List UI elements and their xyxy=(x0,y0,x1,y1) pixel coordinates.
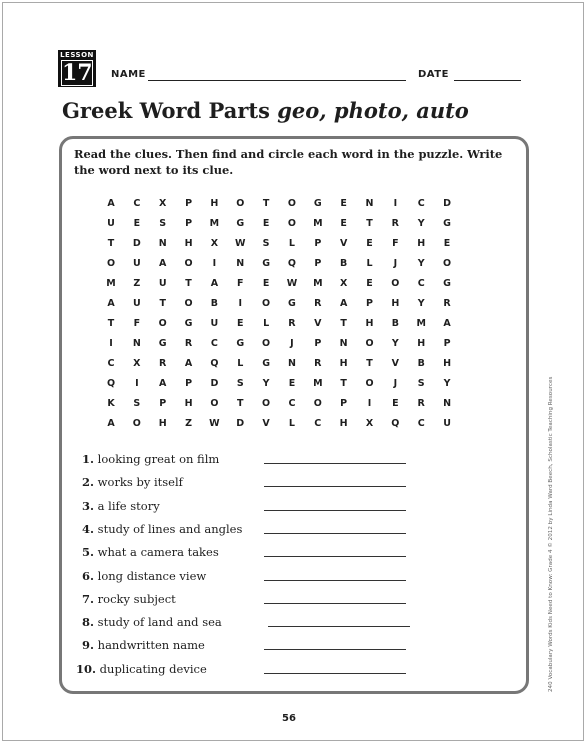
grid-letter[interactable]: Z xyxy=(185,418,192,429)
grid-letter[interactable]: I xyxy=(238,298,243,309)
grid-letter[interactable]: E xyxy=(237,318,244,329)
clue-item xyxy=(82,545,219,559)
clue-number: 6. xyxy=(82,568,95,583)
grid-letter[interactable]: G xyxy=(262,358,270,369)
grid-letter[interactable]: X xyxy=(159,198,167,209)
grid-letter[interactable]: H xyxy=(417,238,426,249)
grid-letter[interactable]: W xyxy=(209,418,220,429)
grid-letter[interactable]: T xyxy=(159,298,166,309)
grid-letter[interactable]: H xyxy=(339,358,348,369)
grid-letter[interactable]: C xyxy=(417,418,425,429)
grid-letter[interactable]: H xyxy=(184,398,193,409)
grid-letter[interactable]: G xyxy=(236,218,245,229)
grid-letter[interactable]: U xyxy=(158,278,167,289)
grid-letter[interactable]: L xyxy=(288,238,295,249)
grid-letter[interactable]: E xyxy=(366,278,373,289)
grid-letter[interactable]: U xyxy=(132,298,141,309)
grid-letter[interactable]: G xyxy=(262,258,270,269)
clue-text: study of lines and angles xyxy=(97,521,243,536)
grid-letter[interactable]: O xyxy=(365,338,374,349)
grid-letter[interactable]: J xyxy=(290,338,294,349)
grid-letter[interactable]: P xyxy=(159,398,167,409)
grid-letter[interactable]: R xyxy=(184,338,193,349)
grid-letter[interactable]: T xyxy=(185,278,192,289)
grid-letter[interactable]: K xyxy=(107,398,115,409)
grid-letter[interactable]: Y xyxy=(417,258,425,269)
grid-letter[interactable]: H xyxy=(443,358,452,369)
grid-letter[interactable]: R xyxy=(288,318,296,329)
credit-line: 240 Vocabulary Words Kids Need to Know: Grade 4 © 2012 by Linda Ward Beech, Scholastic Teaching Resources xyxy=(548,376,554,692)
grid-letter[interactable]: U xyxy=(443,418,451,429)
grid-letter[interactable]: C xyxy=(133,198,141,209)
clue-item xyxy=(82,638,205,652)
grid-letter[interactable]: B xyxy=(210,298,219,309)
grid-letter[interactable]: O xyxy=(184,258,193,269)
clue-number: 1. xyxy=(82,452,95,466)
grid-letter[interactable]: O xyxy=(287,198,296,209)
title-main: Greek Word Parts xyxy=(62,98,278,123)
grid-letter[interactable]: N xyxy=(443,398,452,409)
grid-letter[interactable]: E xyxy=(366,238,373,249)
grid-letter[interactable]: L xyxy=(237,358,244,369)
grid-letter[interactable]: O xyxy=(158,318,167,329)
grid-letter[interactable]: H xyxy=(417,338,426,349)
grid-letter[interactable]: T xyxy=(340,378,347,389)
answer-line[interactable] xyxy=(264,556,406,557)
grid-letter[interactable]: E xyxy=(392,398,399,409)
grid-letter[interactable]: S xyxy=(417,378,425,389)
clue-number: 7. xyxy=(82,591,95,606)
grid-letter[interactable]: T xyxy=(366,218,373,229)
grid-letter[interactable]: O xyxy=(262,338,271,349)
grid-letter[interactable]: W xyxy=(286,278,298,289)
clue-text: long distance view xyxy=(97,568,207,583)
date-label: DATE xyxy=(418,69,449,80)
grid-letter[interactable]: C xyxy=(107,358,115,369)
grid-letter[interactable]: A xyxy=(107,198,115,209)
grid-letter[interactable]: S xyxy=(133,398,141,409)
lesson-number: 17 xyxy=(62,60,93,86)
grid-letter[interactable]: U xyxy=(107,218,115,229)
grid-letter[interactable]: T xyxy=(107,318,115,329)
grid-letter[interactable]: M xyxy=(313,278,323,289)
grid-letter[interactable]: R xyxy=(417,398,425,409)
grid-letter[interactable]: D xyxy=(132,238,141,249)
grid-letter[interactable]: H xyxy=(184,238,193,249)
grid-letter[interactable]: Y xyxy=(262,378,270,389)
grid-letter[interactable]: P xyxy=(314,338,322,349)
grid-letter[interactable]: A xyxy=(184,358,193,369)
grid-letter[interactable]: W xyxy=(235,238,246,249)
grid-letter[interactable]: N xyxy=(236,258,245,269)
grid-letter[interactable]: A xyxy=(210,278,219,289)
grid-letter[interactable]: A xyxy=(159,258,167,269)
grid-letter[interactable]: I xyxy=(109,338,113,349)
clue-number: 2. xyxy=(82,475,95,490)
answer-line[interactable] xyxy=(264,510,406,511)
grid-letter[interactable]: M xyxy=(416,318,426,329)
grid-letter[interactable]: C xyxy=(314,418,322,429)
grid-letter[interactable]: L xyxy=(288,418,295,429)
grid-letter[interactable]: H xyxy=(339,418,348,429)
grid-letter[interactable]: E xyxy=(288,378,296,389)
grid-letter[interactable]: E xyxy=(262,278,270,289)
grid-letter[interactable]: E xyxy=(133,218,141,229)
clue-item xyxy=(76,662,207,676)
grid-letter[interactable]: M xyxy=(106,278,116,289)
grid-letter[interactable]: P xyxy=(366,298,373,309)
grid-letter[interactable]: G xyxy=(443,278,451,289)
clue-text: handwritten name xyxy=(97,638,205,653)
grid-letter[interactable]: O xyxy=(210,398,219,409)
clue-item xyxy=(82,452,219,466)
grid-letter[interactable]: D xyxy=(210,378,219,389)
grid-letter[interactable]: U xyxy=(132,258,141,269)
clue-text: works by itself xyxy=(97,475,183,490)
grid-letter[interactable]: O xyxy=(391,278,400,289)
grid-letter[interactable]: P xyxy=(314,238,322,249)
page-title xyxy=(62,98,469,123)
grid-letter[interactable]: C xyxy=(417,198,425,209)
clue-number: 3. xyxy=(82,498,95,513)
grid-letter[interactable]: M xyxy=(313,218,323,229)
grid-letter[interactable]: R xyxy=(391,218,399,229)
answer-line[interactable] xyxy=(264,673,406,674)
grid-letter[interactable]: T xyxy=(237,398,244,409)
name-label: NAME xyxy=(111,69,146,80)
grid-letter[interactable]: I xyxy=(135,378,139,389)
grid-letter[interactable]: T xyxy=(262,198,270,209)
title-word-parts: geo, photo, auto xyxy=(277,98,469,123)
grid-letter[interactable]: G xyxy=(236,338,245,349)
answer-line[interactable] xyxy=(264,580,406,581)
grid-letter[interactable]: P xyxy=(314,258,322,269)
grid-letter[interactable]: P xyxy=(340,398,348,409)
grid-letter[interactable]: G xyxy=(313,198,322,209)
answer-line[interactable] xyxy=(264,533,406,534)
grid-letter[interactable]: G xyxy=(184,318,193,329)
grid-letter[interactable]: I xyxy=(212,258,217,269)
grid-letter[interactable]: O xyxy=(313,398,322,409)
grid-letter[interactable]: O xyxy=(262,398,271,409)
grid-letter[interactable]: O xyxy=(287,218,296,229)
answer-line[interactable] xyxy=(268,626,410,627)
grid-letter[interactable]: S xyxy=(159,218,167,229)
grid-letter[interactable]: C xyxy=(288,398,296,409)
grid-letter[interactable]: F xyxy=(237,278,244,289)
grid-letter[interactable]: A xyxy=(159,378,167,389)
grid-letter[interactable]: Y xyxy=(443,378,451,389)
clue-text: a life story xyxy=(97,498,160,513)
clue-number: 4. xyxy=(82,521,95,536)
grid-letter[interactable]: D xyxy=(443,198,451,209)
grid-letter[interactable]: F xyxy=(133,318,141,329)
grid-letter[interactable]: O xyxy=(106,258,116,269)
grid-letter[interactable]: R xyxy=(314,358,322,369)
grid-letter[interactable]: A xyxy=(107,298,115,309)
clue-number: 9. xyxy=(82,638,95,653)
answer-line[interactable] xyxy=(264,603,406,604)
grid-letter[interactable]: C xyxy=(210,338,218,349)
lesson-badge xyxy=(58,50,96,87)
grid-letter[interactable]: L xyxy=(366,258,373,269)
grid-letter[interactable]: Q xyxy=(391,418,400,429)
grid-letter[interactable]: X xyxy=(210,238,219,249)
grid-letter[interactable]: H xyxy=(158,418,167,429)
clue-item xyxy=(82,592,176,606)
grid-letter[interactable]: O xyxy=(365,378,374,389)
grid-letter[interactable]: P xyxy=(185,378,193,389)
grid-letter[interactable]: U xyxy=(210,318,219,329)
clue-number: 10. xyxy=(76,661,97,676)
grid-letter[interactable]: Q xyxy=(106,378,116,389)
grid-letter[interactable]: V xyxy=(314,318,322,329)
grid-letter[interactable]: N xyxy=(287,358,296,369)
grid-letter[interactable]: I xyxy=(393,198,398,209)
grid-letter[interactable]: X xyxy=(365,418,374,429)
grid-letter[interactable]: R xyxy=(159,358,167,369)
grid-letter[interactable]: J xyxy=(393,378,398,389)
grid-letter[interactable]: E xyxy=(340,218,347,229)
clue-text: what a camera takes xyxy=(97,545,219,560)
answer-line[interactable] xyxy=(264,486,406,487)
grid-letter[interactable]: A xyxy=(443,318,451,329)
grid-letter[interactable]: T xyxy=(340,318,347,329)
grid-letter[interactable]: E xyxy=(262,218,270,229)
grid-letter[interactable]: R xyxy=(314,298,322,309)
instructions: Read the clues. Then find and circle each word in the puzzle. Write the word next to its clue. xyxy=(74,147,503,177)
grid-letter[interactable]: B xyxy=(340,258,348,269)
grid-letter[interactable]: P xyxy=(185,198,193,209)
grid-letter[interactable]: R xyxy=(443,298,451,309)
clue-text: rocky subject xyxy=(97,591,176,606)
page-number: 56 xyxy=(282,713,296,724)
grid-letter[interactable]: O xyxy=(236,198,245,209)
grid-letter[interactable]: C xyxy=(417,278,425,289)
grid-letter[interactable]: S xyxy=(262,238,270,249)
grid-letter[interactable]: Y xyxy=(417,298,425,309)
grid-letter[interactable]: P xyxy=(185,218,193,229)
grid-letter[interactable]: M xyxy=(313,378,323,389)
grid-letter[interactable]: E xyxy=(443,238,451,249)
clue-text: looking great on film xyxy=(97,452,220,466)
grid-letter[interactable]: V xyxy=(262,418,270,429)
grid-letter[interactable]: T xyxy=(366,358,373,369)
grid-letter[interactable]: Y xyxy=(417,218,425,229)
grid-letter[interactable]: B xyxy=(391,318,399,329)
grid-letter[interactable]: H xyxy=(365,318,374,329)
grid-letter[interactable]: N xyxy=(365,198,374,209)
grid-letter[interactable]: G xyxy=(288,298,296,309)
grid-letter[interactable]: Q xyxy=(287,258,296,269)
grid-letter[interactable]: V xyxy=(391,358,400,369)
grid-letter[interactable]: Q xyxy=(210,358,219,369)
grid-letter[interactable]: S xyxy=(236,378,244,389)
grid-letter[interactable]: D xyxy=(236,418,245,429)
grid-letter[interactable]: H xyxy=(391,298,400,309)
grid-letter[interactable]: X xyxy=(339,278,348,289)
grid-letter[interactable]: O xyxy=(132,418,141,429)
clue-item xyxy=(82,499,160,513)
grid-letter[interactable]: E xyxy=(340,198,347,209)
grid-letter[interactable]: N xyxy=(158,238,167,249)
grid-letter[interactable]: V xyxy=(339,238,348,249)
clue-item xyxy=(82,475,183,489)
grid-letter[interactable]: X xyxy=(133,358,141,369)
clue-item xyxy=(82,522,242,536)
grid-letter[interactable]: O xyxy=(262,298,271,309)
grid-letter[interactable]: B xyxy=(417,358,425,369)
clue-text: study of land and sea xyxy=(97,615,222,630)
grid-letter[interactable]: F xyxy=(392,238,399,249)
grid-letter[interactable]: O xyxy=(443,258,452,269)
grid-letter[interactable]: O xyxy=(184,298,193,309)
grid-letter[interactable]: Z xyxy=(133,278,141,289)
answer-line[interactable] xyxy=(264,649,406,650)
answer-line[interactable] xyxy=(264,463,406,464)
clue-item xyxy=(82,569,206,583)
grid-letter[interactable]: M xyxy=(209,218,220,229)
grid-letter[interactable]: I xyxy=(367,398,372,409)
grid-letter[interactable]: Y xyxy=(391,338,399,349)
grid-letter[interactable]: L xyxy=(263,318,270,329)
clue-item xyxy=(82,615,222,629)
grid-letter[interactable]: P xyxy=(443,338,451,349)
grid-letter[interactable]: A xyxy=(339,298,348,309)
name-field[interactable] xyxy=(148,80,406,81)
grid-letter[interactable]: T xyxy=(107,238,115,249)
grid-letter[interactable]: N xyxy=(132,338,141,349)
grid-letter[interactable]: A xyxy=(107,418,115,429)
grid-letter[interactable]: N xyxy=(339,338,348,349)
grid-letter[interactable]: G xyxy=(158,338,167,349)
date-field[interactable] xyxy=(454,80,521,81)
clue-number: 5. xyxy=(82,545,95,560)
clue-text: duplicating device xyxy=(99,661,207,676)
grid-letter[interactable]: J xyxy=(393,258,398,269)
grid-letter[interactable]: H xyxy=(210,198,219,209)
clue-number: 8. xyxy=(82,615,95,630)
grid-letter[interactable]: G xyxy=(443,218,451,229)
lesson-label: LESSON xyxy=(60,51,94,59)
